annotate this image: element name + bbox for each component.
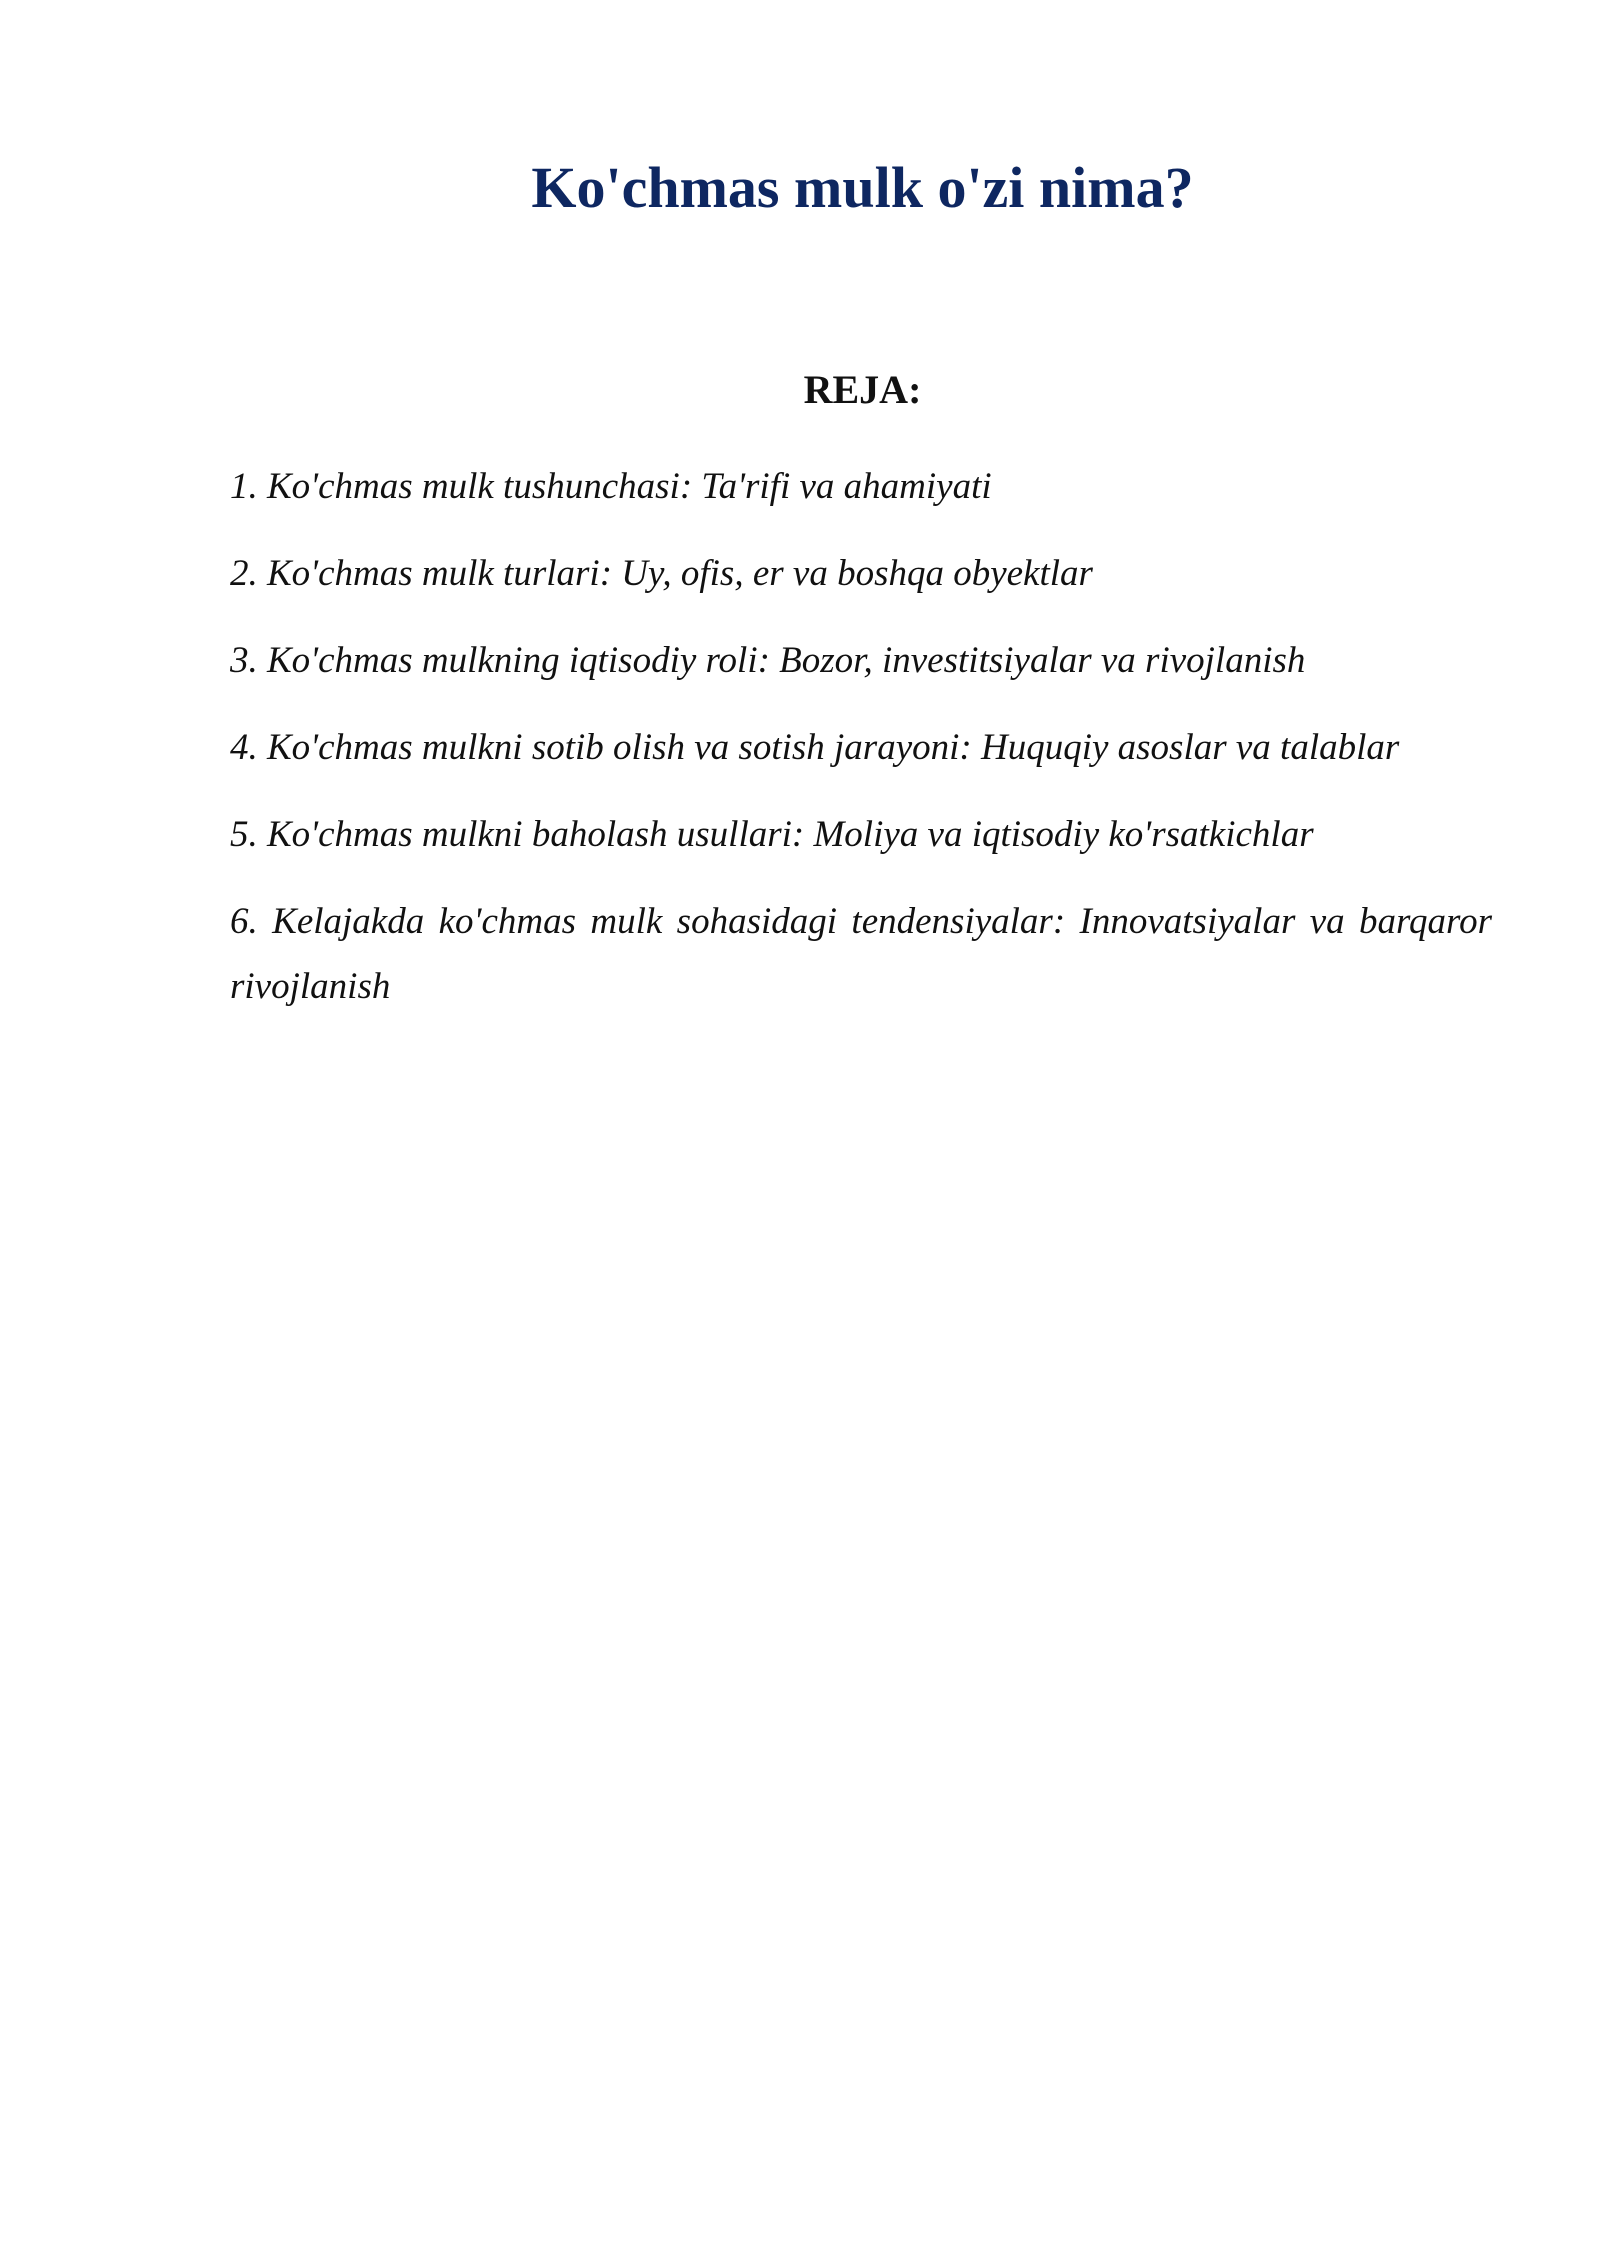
plan-heading: REJA: — [803, 367, 922, 412]
plan-item-1: 1. Ko'chmas mulk tushunchasi: Ta'rifi va ahamiyati — [230, 466, 992, 507]
plan-item-3: 3. Ko'chmas mulkning iqtisodiy roli: Bozor, investitsiyalar va rivojlanish — [230, 640, 1306, 681]
plan-item-5: 5. Ko'chmas mulkni baholash usullari: Moliya va iqtisodiy ko'rsatkichlar — [230, 814, 1314, 855]
plan-list — [230, 454, 1492, 1041]
page-title: Ko'chmas mulk o'zi nima? — [531, 155, 1194, 220]
plan-item-6: 6. Kelajakda ko'chmas mulk sohasidagi tendensiyalar: Innovatsiyalar va barqaror rivojlanish — [230, 901, 1492, 1007]
plan-item-2: 2. Ko'chmas mulk turlari: Uy, ofis, er va boshqa obyektlar — [230, 553, 1093, 594]
plan-item-4: 4. Ko'chmas mulkni sotib olish va sotish jarayoni: Huquqiy asoslar va talablar — [230, 727, 1400, 768]
